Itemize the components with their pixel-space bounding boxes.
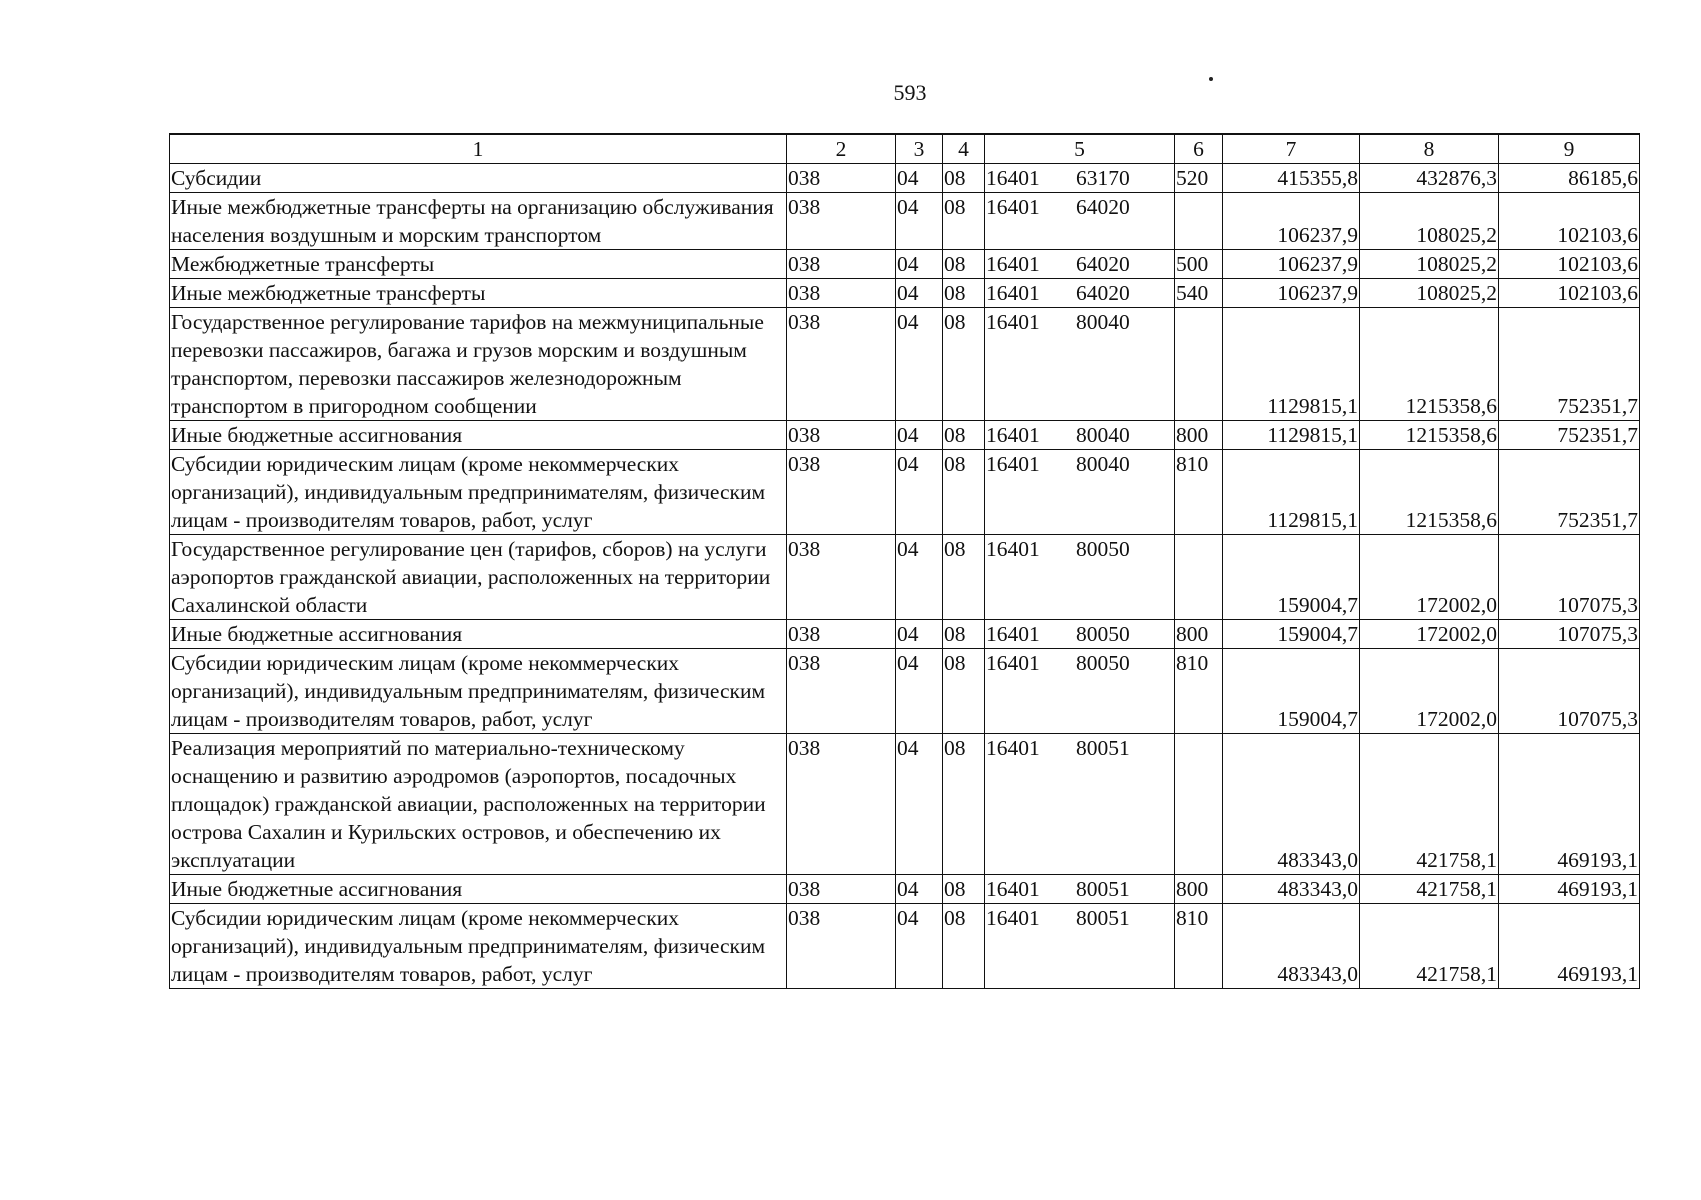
col2-code: 038 bbox=[787, 164, 896, 193]
header-cell: 9 bbox=[1499, 134, 1640, 164]
col3-code: 04 bbox=[896, 620, 943, 649]
col3-code: 04 bbox=[896, 875, 943, 904]
col8-amount: 108025,2 bbox=[1360, 250, 1499, 279]
col4-code: 08 bbox=[943, 535, 985, 620]
col2-code: 038 bbox=[787, 193, 896, 250]
col4-code: 08 bbox=[943, 308, 985, 421]
col6-code bbox=[1175, 734, 1223, 875]
col5-code bbox=[985, 904, 1175, 989]
col7-amount: 106237,9 bbox=[1223, 250, 1360, 279]
col5-code-part2: 80040 bbox=[1076, 452, 1130, 476]
col5-code-part2: 80050 bbox=[1076, 537, 1130, 561]
col5-code-part1: 16401 bbox=[986, 310, 1040, 334]
col8-amount: 1215358,6 bbox=[1360, 421, 1499, 450]
col5-code bbox=[985, 620, 1175, 649]
col7-amount: 483343,0 bbox=[1223, 734, 1360, 875]
col5-code-part2: 80050 bbox=[1076, 651, 1130, 675]
col7-amount: 483343,0 bbox=[1223, 875, 1360, 904]
col5-code-part1: 16401 bbox=[986, 423, 1040, 447]
table-row bbox=[170, 450, 1640, 535]
col5-code-part2: 80051 bbox=[1076, 906, 1130, 930]
col5-code bbox=[985, 279, 1175, 308]
col5-code-part2: 80040 bbox=[1076, 423, 1130, 447]
col3-code: 04 bbox=[896, 450, 943, 535]
col9-amount: 752351,7 bbox=[1499, 308, 1640, 421]
col6-code bbox=[1175, 308, 1223, 421]
header-cell: 2 bbox=[787, 134, 896, 164]
col5-code bbox=[985, 535, 1175, 620]
col3-code: 04 bbox=[896, 193, 943, 250]
col3-code: 04 bbox=[896, 421, 943, 450]
col3-code: 04 bbox=[896, 649, 943, 734]
col4-code: 08 bbox=[943, 649, 985, 734]
table-row bbox=[170, 250, 1640, 279]
col5-code-part2: 64020 bbox=[1076, 195, 1130, 219]
col2-code: 038 bbox=[787, 535, 896, 620]
col5-code bbox=[985, 250, 1175, 279]
col2-code: 038 bbox=[787, 649, 896, 734]
col3-code: 04 bbox=[896, 308, 943, 421]
col5-code bbox=[985, 875, 1175, 904]
col6-code: 520 bbox=[1175, 164, 1223, 193]
col9-amount: 469193,1 bbox=[1499, 875, 1640, 904]
row-name: Субсидии юридическим лицам (кроме некоммерческих организаций), индивидуальным предпринимателям, физическим лицам - производителям товаров, работ, услуг bbox=[170, 649, 787, 734]
col3-code: 04 bbox=[896, 535, 943, 620]
col4-code: 08 bbox=[943, 734, 985, 875]
header-cell: 7 bbox=[1223, 134, 1360, 164]
header-cell: 1 bbox=[170, 134, 787, 164]
col6-code bbox=[1175, 193, 1223, 250]
col2-code: 038 bbox=[787, 875, 896, 904]
col5-code-part1: 16401 bbox=[986, 452, 1040, 476]
col3-code: 04 bbox=[896, 250, 943, 279]
col8-amount: 172002,0 bbox=[1360, 535, 1499, 620]
col5-code-part1: 16401 bbox=[986, 877, 1040, 901]
col2-code: 038 bbox=[787, 450, 896, 535]
col9-amount: 469193,1 bbox=[1499, 904, 1640, 989]
col7-amount: 159004,7 bbox=[1223, 620, 1360, 649]
col5-code-part2: 63170 bbox=[1076, 166, 1130, 190]
row-name: Иные межбюджетные трансферты на организацию обслуживания населения воздушным и морским транспортом bbox=[170, 193, 787, 250]
col5-code-part1: 16401 bbox=[986, 195, 1040, 219]
col3-code: 04 bbox=[896, 904, 943, 989]
col6-code: 810 bbox=[1175, 450, 1223, 535]
col3-code: 04 bbox=[896, 279, 943, 308]
col4-code: 08 bbox=[943, 164, 985, 193]
row-name: Иные бюджетные ассигнования bbox=[170, 620, 787, 649]
col7-amount: 159004,7 bbox=[1223, 649, 1360, 734]
col8-amount: 108025,2 bbox=[1360, 193, 1499, 250]
col5-code-part1: 16401 bbox=[986, 252, 1040, 276]
col9-amount: 752351,7 bbox=[1499, 450, 1640, 535]
row-name: Иные межбюджетные трансферты bbox=[170, 279, 787, 308]
col4-code: 08 bbox=[943, 620, 985, 649]
col4-code: 08 bbox=[943, 904, 985, 989]
col5-code-part1: 16401 bbox=[986, 166, 1040, 190]
table-row bbox=[170, 620, 1640, 649]
col3-code: 04 bbox=[896, 164, 943, 193]
col2-code: 038 bbox=[787, 308, 896, 421]
table-row bbox=[170, 535, 1640, 620]
col4-code: 08 bbox=[943, 421, 985, 450]
table-row bbox=[170, 904, 1640, 989]
col8-amount: 421758,1 bbox=[1360, 734, 1499, 875]
col4-code: 08 bbox=[943, 193, 985, 250]
header-cell: 8 bbox=[1360, 134, 1499, 164]
col5-code-part1: 16401 bbox=[986, 651, 1040, 675]
col9-amount: 102103,6 bbox=[1499, 250, 1640, 279]
row-name: Субсидии юридическим лицам (кроме некоммерческих организаций), индивидуальным предпринимателям, физическим лицам - производителям товаров, работ, услуг bbox=[170, 450, 787, 535]
col6-code: 500 bbox=[1175, 250, 1223, 279]
col5-code-part1: 16401 bbox=[986, 906, 1040, 930]
col8-amount: 1215358,6 bbox=[1360, 450, 1499, 535]
col4-code: 08 bbox=[943, 875, 985, 904]
header-cell: 6 bbox=[1175, 134, 1223, 164]
col2-code: 038 bbox=[787, 421, 896, 450]
row-name: Иные бюджетные ассигнования bbox=[170, 421, 787, 450]
col4-code: 08 bbox=[943, 279, 985, 308]
row-name: Иные бюджетные ассигнования bbox=[170, 875, 787, 904]
col5-code-part2: 80040 bbox=[1076, 310, 1130, 334]
page-number: 593 bbox=[893, 80, 927, 105]
table-header-row bbox=[170, 134, 1640, 164]
col2-code: 038 bbox=[787, 250, 896, 279]
col5-code-part2: 64020 bbox=[1076, 281, 1130, 305]
row-name: Государственное регулирование цен (тарифов, сборов) на услуги аэропортов гражданской авиации, расположенных на территории Сахалинской области bbox=[170, 535, 787, 620]
col8-amount: 421758,1 bbox=[1360, 875, 1499, 904]
col9-amount: 107075,3 bbox=[1499, 649, 1640, 734]
col8-amount: 172002,0 bbox=[1360, 649, 1499, 734]
col7-amount: 1129815,1 bbox=[1223, 450, 1360, 535]
row-name: Межбюджетные трансферты bbox=[170, 250, 787, 279]
col9-amount: 102103,6 bbox=[1499, 193, 1640, 250]
col2-code: 038 bbox=[787, 734, 896, 875]
col8-amount: 108025,2 bbox=[1360, 279, 1499, 308]
col8-amount: 421758,1 bbox=[1360, 904, 1499, 989]
col5-code-part2: 64020 bbox=[1076, 252, 1130, 276]
col5-code-part1: 16401 bbox=[986, 537, 1040, 561]
col7-amount: 415355,8 bbox=[1223, 164, 1360, 193]
col6-code: 540 bbox=[1175, 279, 1223, 308]
col5-code-part1: 16401 bbox=[986, 736, 1040, 760]
col5-code bbox=[985, 734, 1175, 875]
budget-table bbox=[169, 133, 1640, 989]
col8-amount: 172002,0 bbox=[1360, 620, 1499, 649]
col7-amount: 1129815,1 bbox=[1223, 308, 1360, 421]
col7-amount: 106237,9 bbox=[1223, 193, 1360, 250]
col5-code bbox=[985, 193, 1175, 250]
row-name: Субсидии bbox=[170, 164, 787, 193]
col9-amount: 107075,3 bbox=[1499, 535, 1640, 620]
table-row bbox=[170, 421, 1640, 450]
col6-code bbox=[1175, 535, 1223, 620]
col4-code: 08 bbox=[943, 250, 985, 279]
col9-amount: 107075,3 bbox=[1499, 620, 1640, 649]
col6-code: 800 bbox=[1175, 421, 1223, 450]
col4-code: 08 bbox=[943, 450, 985, 535]
col6-code: 800 bbox=[1175, 875, 1223, 904]
col3-code: 04 bbox=[896, 734, 943, 875]
col5-code-part1: 16401 bbox=[986, 281, 1040, 305]
col9-amount: 86185,6 bbox=[1499, 164, 1640, 193]
row-name: Субсидии юридическим лицам (кроме некоммерческих организаций), индивидуальным предпринимателям, физическим лицам - производителям товаров, работ, услуг bbox=[170, 904, 787, 989]
col5-code bbox=[985, 421, 1175, 450]
row-name: Реализация мероприятий по материально-техническому оснащению и развитию аэродромов (аэропортов, посадочных площадок) гражданской авиации, расположенных на территории острова Сахалин и Курильских островов, и обеспечению их эксплуатации bbox=[170, 734, 787, 875]
table-row bbox=[170, 649, 1640, 734]
table-row bbox=[170, 279, 1640, 308]
col5-code-part1: 16401 bbox=[986, 622, 1040, 646]
col7-amount: 106237,9 bbox=[1223, 279, 1360, 308]
col2-code: 038 bbox=[787, 904, 896, 989]
row-name: Государственное регулирование тарифов на межмуниципальные перевозки пассажиров, багажа и грузов морским и воздушным транспортом, перевозки пассажиров железнодорожным транспортом в пригородном сообщении bbox=[170, 308, 787, 421]
col9-amount: 469193,1 bbox=[1499, 734, 1640, 875]
col5-code-part2: 80050 bbox=[1076, 622, 1130, 646]
col5-code-part2: 80051 bbox=[1076, 736, 1130, 760]
table-body bbox=[170, 164, 1640, 989]
col2-code: 038 bbox=[787, 279, 896, 308]
col5-code bbox=[985, 308, 1175, 421]
col8-amount: 432876,3 bbox=[1360, 164, 1499, 193]
col5-code bbox=[985, 450, 1175, 535]
table-row bbox=[170, 875, 1640, 904]
table-row bbox=[170, 308, 1640, 421]
col5-code bbox=[985, 649, 1175, 734]
col5-code bbox=[985, 164, 1175, 193]
col2-code: 038 bbox=[787, 620, 896, 649]
table-row bbox=[170, 164, 1640, 193]
col7-amount: 483343,0 bbox=[1223, 904, 1360, 989]
col9-amount: 102103,6 bbox=[1499, 279, 1640, 308]
table-row bbox=[170, 193, 1640, 250]
header-cell: 4 bbox=[943, 134, 985, 164]
col7-amount: 1129815,1 bbox=[1223, 421, 1360, 450]
scan-dot bbox=[1209, 77, 1213, 81]
col7-amount: 159004,7 bbox=[1223, 535, 1360, 620]
col6-code: 810 bbox=[1175, 649, 1223, 734]
col5-code-part2: 80051 bbox=[1076, 877, 1130, 901]
col9-amount: 752351,7 bbox=[1499, 421, 1640, 450]
header-cell: 5 bbox=[985, 134, 1175, 164]
header-cell: 3 bbox=[896, 134, 943, 164]
col8-amount: 1215358,6 bbox=[1360, 308, 1499, 421]
col6-code: 810 bbox=[1175, 904, 1223, 989]
col6-code: 800 bbox=[1175, 620, 1223, 649]
table-row bbox=[170, 734, 1640, 875]
